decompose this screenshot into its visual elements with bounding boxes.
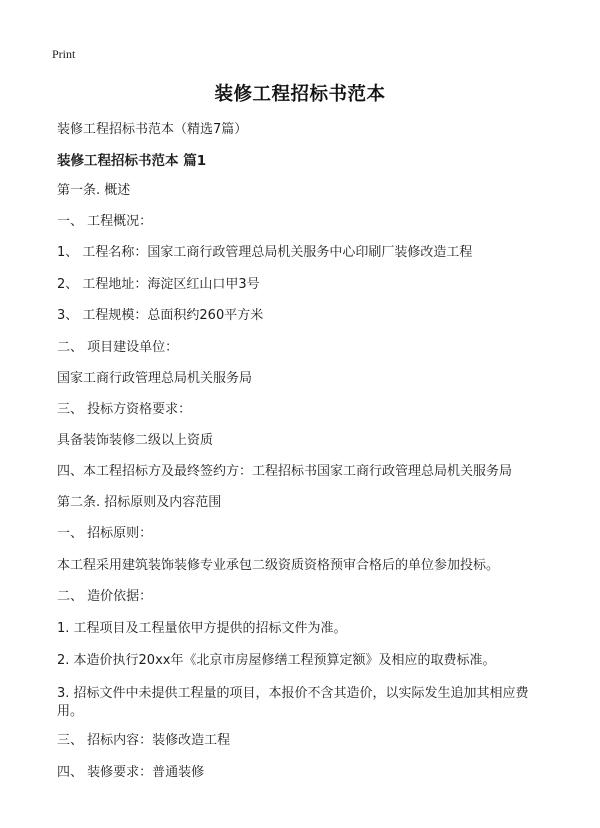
- paragraph: 二、 造价依据：: [57, 589, 153, 604]
- paragraph: 一、 工程概况：: [57, 214, 153, 229]
- paragraph: 三、 投标方资格要求：: [57, 402, 192, 417]
- paragraph: 3. 招标文件中未提供工程量的项目，本报价不含其造价，以实际发生追加其相应费用。: [57, 686, 529, 719]
- paragraph: 2、 工程地址：海淀区红山口甲3号: [57, 277, 260, 292]
- document-subtitle: 装修工程招标书范本（精选7篇）: [57, 122, 248, 137]
- section-heading: 装修工程招标书范本 篇1: [57, 153, 207, 169]
- paragraph: 第二条. 招标原则及内容范围: [57, 495, 222, 510]
- paragraph: 三、 招标内容：装修改造工程: [57, 733, 231, 748]
- paragraph: 四、 装修要求：普通装修: [57, 765, 205, 780]
- paragraph: 具备装饰装修二级以上资质: [57, 433, 214, 448]
- paragraph: 二、 项目建设单位：: [57, 340, 179, 355]
- paragraph: 1. 工程项目及工程量依甲方提供的招标文件为准。: [57, 621, 347, 636]
- paragraph: 一、 招标原则：: [57, 526, 153, 541]
- paragraph: 1、 工程名称：国家工商行政管理总局机关服务中心印刷厂装修改造工程: [57, 245, 473, 260]
- paragraph: 本工程采用建筑装饰装修专业承包二级资质资格预审合格后的单位参加投标。: [57, 558, 500, 573]
- paragraph: 2. 本造价执行20xx年《北京市房屋修缮工程预算定额》及相应的取费标准。: [57, 653, 496, 668]
- document-title: 装修工程招标书范本: [214, 84, 386, 105]
- paragraph: 国家工商行政管理总局机关服务局: [57, 371, 253, 386]
- print-link[interactable]: Print: [52, 47, 76, 61]
- paragraph: 四、本工程招标方及最终签约方：工程招标书国家工商行政管理总局机关服务局: [57, 464, 513, 479]
- paragraph: 第一条. 概述: [57, 183, 131, 198]
- paragraph: 3、 工程规模：总面积约260平方米: [57, 308, 264, 323]
